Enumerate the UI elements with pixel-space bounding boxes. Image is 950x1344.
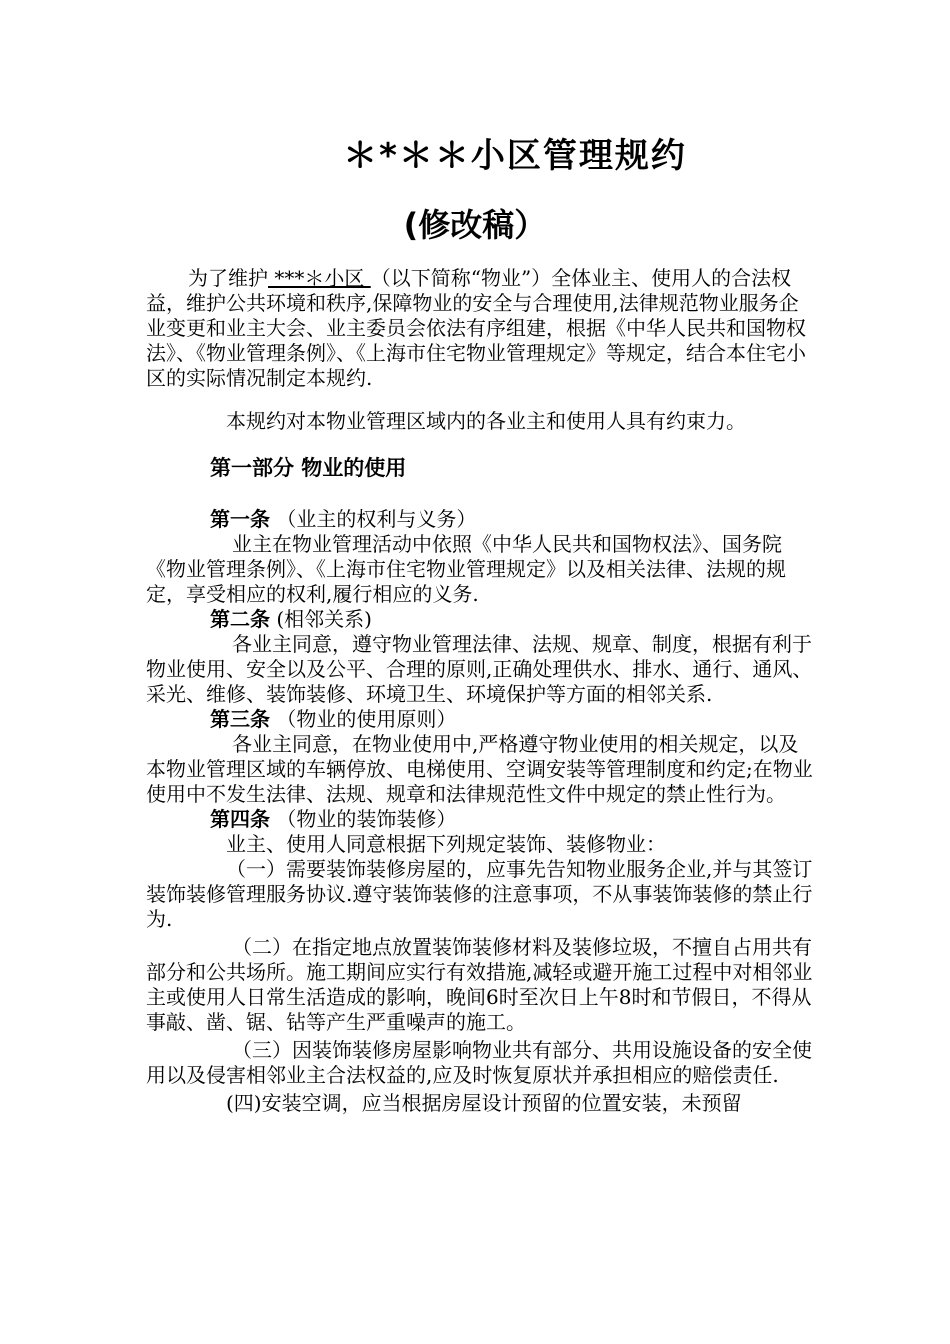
article-4-number: 第四条 bbox=[210, 807, 270, 831]
part-heading: 第一部分 物业的使用 bbox=[210, 456, 407, 480]
article-4-item-4: (四)安装空调，应当根据房屋设计预留的位置安装，未预留 bbox=[226, 1091, 742, 1115]
article-4-item-2: （二）在指定地点放置装饰装修材料及装修垃圾，不擅自占用共有部分和公共场所。施工期间应实行有效措施,减轻或避开施工过程中对相邻业主或使用人日常生活造成的影响，晚间6时至次日上午8时和节假日，不得从事敲、凿、锯、钻等产生严重噪声的施工。 bbox=[146, 935, 813, 1034]
article-4-topic: （物业的装饰装修） bbox=[276, 807, 457, 831]
article-2-text: 各业主同意，遵守物业管理法律、法规、规章、制度，根据有利于物业使用、安全以及公平、合理的原则,正确处理供水、排水、通行、通风、采光、维修、装饰装修、环境卫生、环境保护等方面的相邻关系. bbox=[146, 632, 813, 706]
article-4-intro: 业主、使用人同意根据下列规定装饰、装修物业： bbox=[226, 832, 666, 856]
document-subtitle: (修改稿） bbox=[403, 206, 547, 244]
binding-statement: 本规约对本物业管理区域内的各业主和使用人具有约束力。 bbox=[226, 409, 746, 433]
article-1-heading bbox=[146, 507, 814, 532]
article-3-text: 各业主同意，在物业使用中,严格遵守物业使用的相关规定，以及本物业管理区域的车辆停放、电梯使用、空调安装等管理制度和约定;在物业使用中不发生法律、法规、规章和法律规范性文件中规定的禁止性行为。 bbox=[146, 732, 813, 806]
article-4-item-1: （一）需要装饰装修房屋的，应事先告知物业服务企业,并与其签订装饰装修管理服务协议.遵守装饰装修的注意事项，不从事装饰装修的禁止行为. bbox=[146, 857, 813, 931]
document-title: ＊*＊＊小区管理规约 bbox=[343, 136, 687, 176]
article-4-item-3: （三）因装饰装修房屋影响物业共有部分、共用设施设备的安全使用以及侵害相邻业主合法权益的,应及时恢复原状并承担相应的赔偿责任. bbox=[146, 1038, 812, 1087]
article-3-heading bbox=[146, 707, 814, 732]
preamble-paragraph bbox=[146, 266, 814, 391]
article-1-text: 业主在物业管理活动中依照《中华人民共和国物权法》、国务院《物业管理条例》、《上海市住宅物业管理规定》以及相关法律、法规的规定，享受相应的权利,履行相应的义务. bbox=[146, 532, 786, 606]
article-2-heading bbox=[146, 607, 814, 632]
preamble-lead: 为了维护 bbox=[188, 266, 268, 290]
article-3-topic: （物业的使用原则） bbox=[276, 707, 457, 731]
article-2-topic: (相邻关系) bbox=[276, 607, 372, 631]
estate-name-blank: ***＊小区 bbox=[268, 266, 371, 290]
article-1-number: 第一条 bbox=[210, 507, 270, 531]
preamble-rest: （以下简称“物业”）全体业主、使用人的合法权益，维护公共环境和秩序,保障物业的安全与合理使用,法律规范物业服务企业变更和业主大会、业主委员会依法有序组建，根据《中华人民共和国物权法》、《物业管理条例》、《上海市住宅物业管理规定》等规定，结合本住宅小区的实际情况制定本规约. bbox=[146, 266, 806, 390]
article-2-number: 第二条 bbox=[210, 607, 270, 631]
article-3-number: 第三条 bbox=[210, 707, 270, 731]
article-4-heading bbox=[146, 807, 814, 832]
article-1-topic: （业主的权利与义务） bbox=[276, 507, 477, 531]
document-body bbox=[146, 266, 814, 1116]
